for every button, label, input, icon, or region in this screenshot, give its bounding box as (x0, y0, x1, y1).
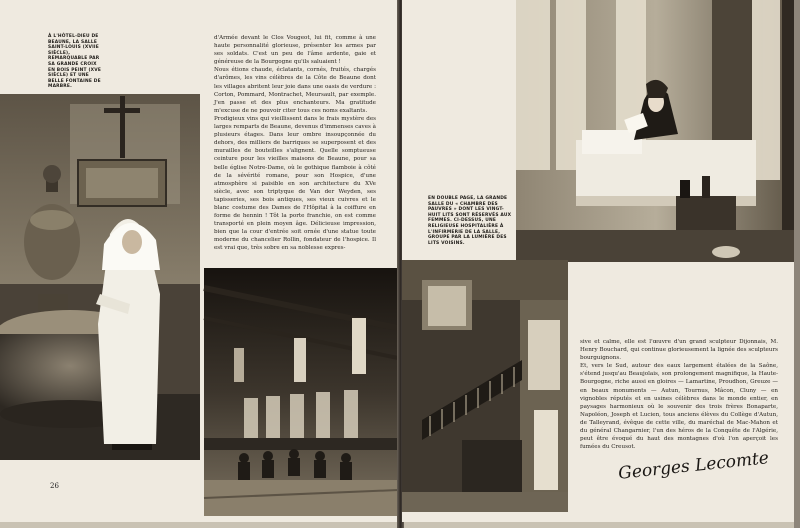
right-page (402, 0, 794, 522)
left-photo-caption: À L'HÔTEL-DIEU DE BEAUNE, LA SALLE SAINT-LOUIS (XVIIE SIÈCLE), REMARQUABLE PAR SA GRANDE CROIX EN BOIS PEINT (XVE SIÈCLE) ET UNE BELLE FONTAINE DE MARBRE. (48, 34, 102, 90)
right-body-text: sive et calme, elle est l'œuvre d'un grand sculpteur Dijonnais, M. Henry Bouchard, qui continue glorieusement la lignée des sculpteurs bourguignons. Et, vers le Sud, autour des eaux largement étalées de la Saône, s'étend jusqu'au Beaujolais, son prolongement magnifique, la Haute-Bourgogne, riche aussi en gloires — Lamartine, Proudhon, Greuze — en beaux monuments — Autun, Tournus, Mâcon, Cluny — en vignobles réputés et en usines célèbres dans le monde entier, en paysages harmonieux où le souvenir des trois frères Bonaparte, Napoléon, Joseph et Lucien, tous anciens élèves du Collège d'Autun, de Talleyrand, évêque de cette ville, du maréchal de Mac-Mahon et du général Changarnier, l'un des héros de la Conquête de l'Algérie, peut être évoqué du haut des montagnes d'où l'on aperçoit les fumées du Creusot. (580, 339, 778, 451)
page-edge (794, 0, 800, 528)
left-page (0, 0, 398, 522)
right-photo-caption: EN DOUBLE PAGE, LA GRANDE SALLE DU « CHAMBRE DES PAUVRES » DONT LES VINGT-HUIT LITS SONT RÉSERVÉS AUX FEMMES. CI-DESSUS, UNE RELIGIEUSE HOSPITALIÈRE À L'INFIRMERIE DE LA SALLE, GROUPE PAR LA LUMIÈRE DES LITS VOISINS. (428, 196, 512, 246)
photo-patient-in-bed (516, 0, 796, 262)
photo-wooden-gallery (402, 260, 568, 512)
author-signature: Georges Lecomte (617, 448, 770, 484)
page-number: 26 (50, 482, 59, 490)
photo-ward-interior (204, 268, 398, 516)
left-body-text: d'Armée devant le Clos Vougeot, lui fit, comme à une haute personnalité glorieuse, présenter les armes par ses soldats. C'est un peu de l'âme ardente, gaie et généreuse de la Bourgogne qu'ils saluaient ! Nous étions chaude, éclatants, cornés, fruités, chargés d'arômes, les vins célèbres de la Côte de Beaune dont les villages abritent leur joie dans une oasis de verdure : Corton, Pommard, Montrachet, Meursault, par exemple. J'en passe et des plus enchanteurs. Ma gratitude m'excuse de ne pouvoir citer tous ces noms exaltants. Prodigieux vins qui vieillissent dans le frais mystère des larges remparts de Beaune, devenus d'immenses caves à plusieurs étages. Dans leur ombre insoupçonnée du dehors, des milliers de barriques se superposent et des murailles de bouteilles s'alignent. Quelle somptueuse ceinture pour les vieilles maisons de Beaune, pour sa belle église Notre-Dame, où le gothique flamboie à côté de la sévérité romane, pour son Hospice, d'une atmosphère si paisible en son architecture du XVe siècle, avec son triptyque de Van der Weyden, ses tapisseries, ses bois antiques, ses vieux cuivres et le blanc costume des Dames de l'Hôpital à la coiffure en forme de hennin ! Tôt la porte franchie, on est comme transporté en plein moyen âge. Délicieuse impression, bien que la cour d'entrée soit ornée d'une statue toute moderne du chancelier Rollin, fondateur de l'hospice. Il est vrai que, très sobre en sa noblesse expres- (214, 35, 377, 252)
photo-nun-at-fountain (0, 94, 200, 460)
